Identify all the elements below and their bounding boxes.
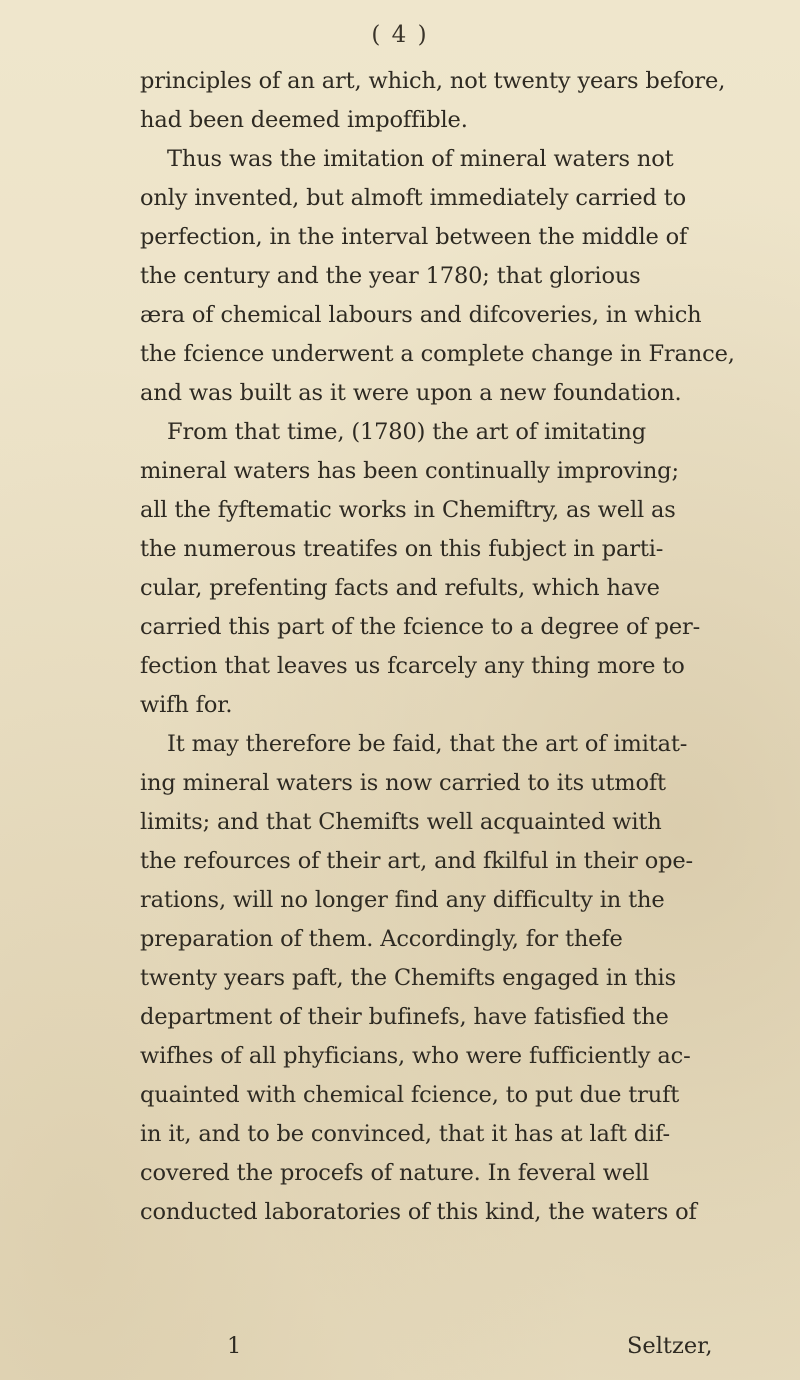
body-text <box>140 62 795 1232</box>
text-line: Thus was the imitation of mineral waters not <box>167 146 674 172</box>
text-line: twenty years paft, the Chemifts engaged in this <box>140 965 676 991</box>
text-line: preparation of them. Accordingly, for thefe <box>140 926 623 952</box>
text-line: covered the procefs of nature. In feveral well <box>140 1160 650 1186</box>
text-line: fection that leaves us fcarcely any thing more to <box>140 653 685 679</box>
text-line: From that time, (1780) the art of imitating <box>167 419 646 445</box>
text-line: the century and the year 1780; that glorious <box>140 263 641 289</box>
text-line: only invented, but almoft immediately carried to <box>140 185 687 211</box>
text-line: conducted laboratories of this kind, the waters of <box>140 1199 697 1225</box>
text-line: department of their bufinefs, have fatisfied the <box>140 1004 669 1030</box>
text-line: rations, will no longer find any difficulty in the <box>140 887 665 913</box>
text-line: the numerous treatifes on this fubject in parti- <box>140 536 664 562</box>
text-line: æra of chemical labours and difcoveries, in which <box>140 302 702 328</box>
signature-mark: 1 <box>227 1333 242 1359</box>
text-line: mineral waters has been continually improving; <box>140 458 679 484</box>
text-line: ing mineral waters is now carried to its utmoft <box>140 770 666 796</box>
text-line: wifhes of all phyficians, who were fufficiently ac- <box>140 1043 691 1069</box>
page-number: ( 4 ) <box>371 22 429 48</box>
text-line: It may therefore be faid, that the art of imitat- <box>167 731 688 757</box>
text-line: quainted with chemical fcience, to put due truft <box>140 1082 680 1108</box>
text-line: wifh for. <box>140 692 233 718</box>
page-footer <box>0 1327 800 1366</box>
text-line: principles of an art, which, not twenty years before, <box>140 68 726 94</box>
text-line: the fcience underwent a complete change in France, <box>140 341 735 367</box>
text-line: cular, prefenting facts and refults, which have <box>140 575 660 601</box>
text-line: carried this part of the fcience to a degree of per- <box>140 614 701 640</box>
text-line: and was built as it were upon a new foundation. <box>140 380 682 406</box>
text-line: in it, and to be convinced, that it has at laft dif- <box>140 1121 670 1147</box>
catchword: Seltzer, <box>627 1333 713 1359</box>
text-line: limits; and that Chemifts well acquainted with <box>140 809 662 835</box>
text-line: the refources of their art, and fkilful in their ope- <box>140 848 693 874</box>
text-line: had been deemed impoffible. <box>140 107 468 133</box>
text-line: all the fyftematic works in Chemiftry, as well as <box>140 497 676 523</box>
text-line: perfection, in the interval between the middle of <box>140 224 688 250</box>
